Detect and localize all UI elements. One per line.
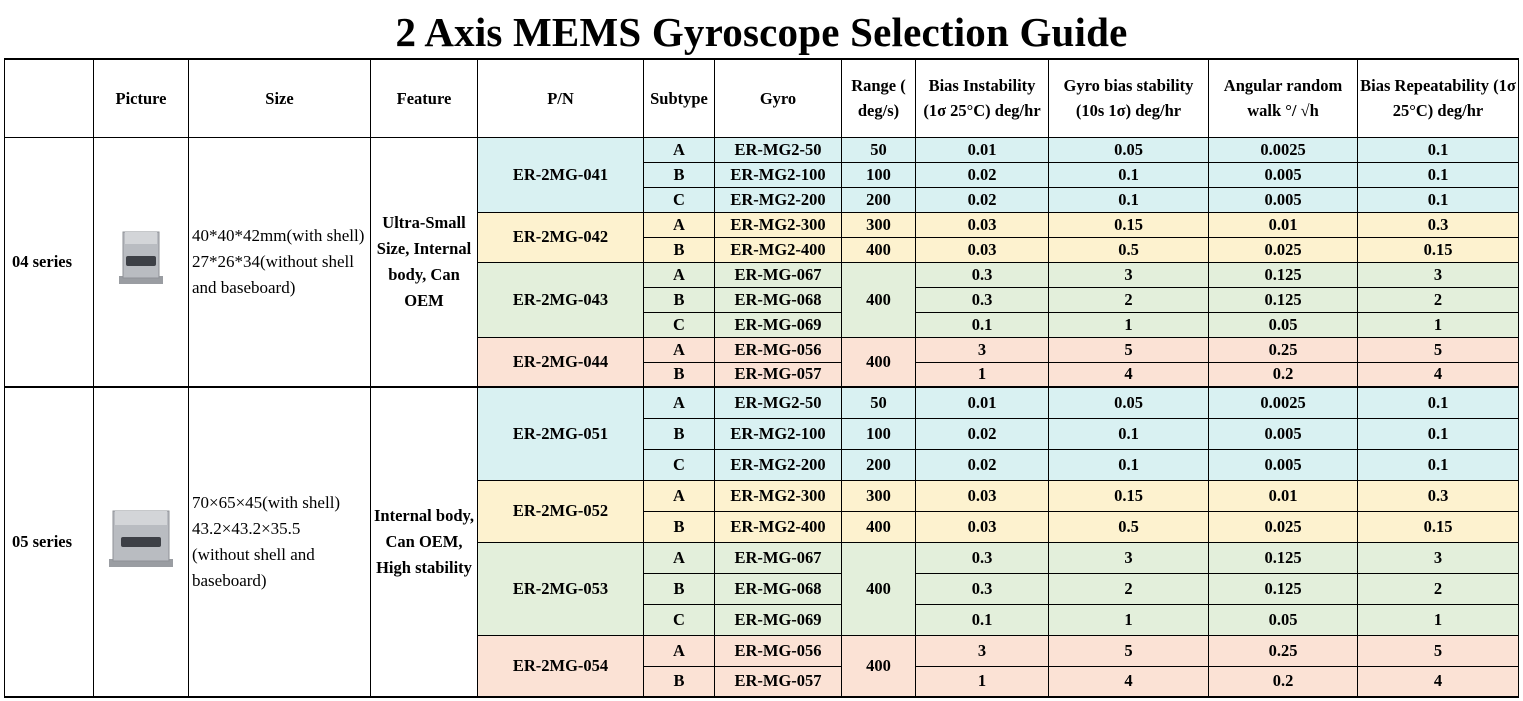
picture-cell bbox=[94, 387, 189, 697]
gyro-bias-stability-cell: 0.05 bbox=[1049, 387, 1209, 418]
angular-random-walk-cell: 0.025 bbox=[1209, 237, 1358, 262]
range-cell: 400 bbox=[842, 542, 916, 635]
header-picture: Picture bbox=[94, 59, 189, 137]
bias-instability-cell: 0.02 bbox=[916, 187, 1049, 212]
range-cell: 400 bbox=[842, 337, 916, 387]
bias-repeatability-cell: 5 bbox=[1358, 337, 1519, 362]
subtype-cell: C bbox=[644, 604, 715, 635]
gyro-cell: ER-MG2-300 bbox=[715, 212, 842, 237]
gyroscope-module-small-icon bbox=[119, 230, 163, 288]
bias-repeatability-cell: 0.3 bbox=[1358, 480, 1519, 511]
subtype-cell: B bbox=[644, 237, 715, 262]
gyro-cell: ER-MG-068 bbox=[715, 287, 842, 312]
gyro-bias-stability-cell: 5 bbox=[1049, 635, 1209, 666]
subtype-cell: B bbox=[644, 418, 715, 449]
subtype-cell: A bbox=[644, 137, 715, 162]
part-number: ER-2MG-044 bbox=[478, 337, 644, 387]
angular-random-walk-cell: 0.125 bbox=[1209, 287, 1358, 312]
subtype-cell: A bbox=[644, 337, 715, 362]
header-angular-random-walk: Angular random walk °/ √h bbox=[1209, 59, 1358, 137]
gyro-cell: ER-MG2-300 bbox=[715, 480, 842, 511]
header-subtype: Subtype bbox=[644, 59, 715, 137]
subtype-cell: C bbox=[644, 449, 715, 480]
angular-random-walk-cell: 0.125 bbox=[1209, 542, 1358, 573]
table-body bbox=[5, 137, 1519, 697]
gyro-bias-stability-cell: 1 bbox=[1049, 312, 1209, 337]
range-cell: 200 bbox=[842, 449, 916, 480]
gyro-cell: ER-MG-056 bbox=[715, 337, 842, 362]
gyro-cell: ER-MG2-100 bbox=[715, 418, 842, 449]
bias-instability-cell: 0.3 bbox=[916, 262, 1049, 287]
subtype-cell: A bbox=[644, 387, 715, 418]
header-size: Size bbox=[189, 59, 371, 137]
angular-random-walk-cell: 0.125 bbox=[1209, 573, 1358, 604]
angular-random-walk-cell: 0.01 bbox=[1209, 480, 1358, 511]
subtype-cell: A bbox=[644, 635, 715, 666]
gyro-bias-stability-cell: 0.1 bbox=[1049, 187, 1209, 212]
bias-repeatability-cell: 2 bbox=[1358, 287, 1519, 312]
bias-instability-cell: 0.02 bbox=[916, 162, 1049, 187]
subtype-cell: C bbox=[644, 187, 715, 212]
part-number: ER-2MG-041 bbox=[478, 137, 644, 212]
range-cell: 50 bbox=[842, 387, 916, 418]
bias-instability-cell: 0.02 bbox=[916, 449, 1049, 480]
angular-random-walk-cell: 0.25 bbox=[1209, 337, 1358, 362]
gyro-bias-stability-cell: 2 bbox=[1049, 573, 1209, 604]
part-number: ER-2MG-053 bbox=[478, 542, 644, 635]
bias-instability-cell: 0.3 bbox=[916, 542, 1049, 573]
gyro-bias-stability-cell: 0.5 bbox=[1049, 237, 1209, 262]
angular-random-walk-cell: 0.005 bbox=[1209, 418, 1358, 449]
series-name: 05 series bbox=[5, 387, 94, 697]
gyro-cell: ER-MG2-200 bbox=[715, 449, 842, 480]
table-row bbox=[5, 387, 1519, 418]
angular-random-walk-cell: 0.0025 bbox=[1209, 137, 1358, 162]
gyro-cell: ER-MG2-50 bbox=[715, 387, 842, 418]
gyro-cell: ER-MG-069 bbox=[715, 312, 842, 337]
bias-repeatability-cell: 0.1 bbox=[1358, 137, 1519, 162]
bias-repeatability-cell: 0.1 bbox=[1358, 387, 1519, 418]
bias-repeatability-cell: 4 bbox=[1358, 362, 1519, 387]
size-cell bbox=[189, 137, 371, 387]
gyro-cell: ER-MG-067 bbox=[715, 262, 842, 287]
page-title: 2 Axis MEMS Gyroscope Selection Guide bbox=[395, 9, 1128, 55]
range-cell: 50 bbox=[842, 137, 916, 162]
gyro-bias-stability-cell: 3 bbox=[1049, 542, 1209, 573]
bias-instability-cell: 0.3 bbox=[916, 287, 1049, 312]
size-line: (without shell and baseboard) bbox=[192, 545, 315, 590]
bias-repeatability-cell: 0.1 bbox=[1358, 162, 1519, 187]
bias-instability-cell: 0.03 bbox=[916, 212, 1049, 237]
bias-repeatability-cell: 0.1 bbox=[1358, 449, 1519, 480]
bias-repeatability-cell: 3 bbox=[1358, 262, 1519, 287]
header-bias-instability: Bias Instability (1σ 25°C) deg/hr bbox=[916, 59, 1049, 137]
bias-repeatability-cell: 1 bbox=[1358, 604, 1519, 635]
part-number: ER-2MG-052 bbox=[478, 480, 644, 542]
header-row bbox=[5, 59, 1519, 137]
bias-instability-cell: 0.1 bbox=[916, 604, 1049, 635]
header-bias-repeatability: Bias Repeatability (1σ 25°C) deg/hr bbox=[1358, 59, 1519, 137]
gyro-cell: ER-MG2-50 bbox=[715, 137, 842, 162]
gyro-bias-stability-cell: 0.15 bbox=[1049, 480, 1209, 511]
gyro-cell: ER-MG-057 bbox=[715, 362, 842, 387]
bias-repeatability-cell: 3 bbox=[1358, 542, 1519, 573]
range-cell: 300 bbox=[842, 480, 916, 511]
header-gyro: Gyro bbox=[715, 59, 842, 137]
bias-repeatability-cell: 0.1 bbox=[1358, 418, 1519, 449]
subtype-cell: A bbox=[644, 542, 715, 573]
bias-instability-cell: 0.03 bbox=[916, 511, 1049, 542]
subtype-cell: B bbox=[644, 287, 715, 312]
bias-repeatability-cell: 4 bbox=[1358, 666, 1519, 697]
bias-instability-cell: 0.1 bbox=[916, 312, 1049, 337]
size-cell bbox=[189, 387, 371, 697]
gyro-cell: ER-MG-056 bbox=[715, 635, 842, 666]
subtype-cell: A bbox=[644, 262, 715, 287]
subtype-cell: B bbox=[644, 162, 715, 187]
bias-repeatability-cell: 0.1 bbox=[1358, 187, 1519, 212]
gyro-bias-stability-cell: 0.1 bbox=[1049, 418, 1209, 449]
range-cell: 200 bbox=[842, 187, 916, 212]
gyro-bias-stability-cell: 0.1 bbox=[1049, 449, 1209, 480]
bias-repeatability-cell: 2 bbox=[1358, 573, 1519, 604]
gyro-cell: ER-MG-067 bbox=[715, 542, 842, 573]
subtype-cell: A bbox=[644, 212, 715, 237]
gyro-bias-stability-cell: 0.15 bbox=[1049, 212, 1209, 237]
header-series bbox=[5, 59, 94, 137]
gyro-bias-stability-cell: 1 bbox=[1049, 604, 1209, 635]
subtype-cell: B bbox=[644, 362, 715, 387]
size-line: 27*26*34(without shell and baseboard) bbox=[192, 251, 354, 297]
bias-repeatability-cell: 5 bbox=[1358, 635, 1519, 666]
angular-random-walk-cell: 0.005 bbox=[1209, 449, 1358, 480]
bias-instability-cell: 0.3 bbox=[916, 573, 1049, 604]
feature-cell: Ultra-Small Size, Internal body, Can OEM bbox=[371, 137, 478, 387]
gyro-bias-stability-cell: 5 bbox=[1049, 337, 1209, 362]
gyro-bias-stability-cell: 0.05 bbox=[1049, 137, 1209, 162]
gyro-cell: ER-MG-069 bbox=[715, 604, 842, 635]
angular-random-walk-cell: 0.01 bbox=[1209, 212, 1358, 237]
subtype-cell: C bbox=[644, 312, 715, 337]
gyro-cell: ER-MG2-400 bbox=[715, 511, 842, 542]
size-line: 43.2×43.2×35.5 bbox=[192, 519, 301, 538]
part-number: ER-2MG-051 bbox=[478, 387, 644, 480]
table-row bbox=[5, 137, 1519, 162]
angular-random-walk-cell: 0.0025 bbox=[1209, 387, 1358, 418]
gyro-cell: ER-MG2-400 bbox=[715, 237, 842, 262]
feature-cell: Internal body, Can OEM, High stability bbox=[371, 387, 478, 697]
bias-instability-cell: 3 bbox=[916, 635, 1049, 666]
gyro-cell: ER-MG2-200 bbox=[715, 187, 842, 212]
range-cell: 400 bbox=[842, 262, 916, 337]
range-cell: 100 bbox=[842, 418, 916, 449]
angular-random-walk-cell: 0.2 bbox=[1209, 362, 1358, 387]
range-cell: 100 bbox=[842, 162, 916, 187]
bias-instability-cell: 0.01 bbox=[916, 387, 1049, 418]
subtype-cell: B bbox=[644, 573, 715, 604]
selection-table bbox=[4, 58, 1519, 698]
series-name: 04 series bbox=[5, 137, 94, 387]
bias-instability-cell: 1 bbox=[916, 666, 1049, 697]
angular-random-walk-cell: 0.005 bbox=[1209, 187, 1358, 212]
range-cell: 400 bbox=[842, 237, 916, 262]
header-feature: Feature bbox=[371, 59, 478, 137]
gyro-bias-stability-cell: 4 bbox=[1049, 666, 1209, 697]
picture-cell bbox=[94, 137, 189, 387]
bias-repeatability-cell: 0.3 bbox=[1358, 212, 1519, 237]
gyro-bias-stability-cell: 0.1 bbox=[1049, 162, 1209, 187]
gyroscope-module-large-icon bbox=[109, 509, 173, 571]
header-pn: P/N bbox=[478, 59, 644, 137]
bias-repeatability-cell: 0.15 bbox=[1358, 511, 1519, 542]
part-number: ER-2MG-043 bbox=[478, 262, 644, 337]
range-cell: 400 bbox=[842, 635, 916, 697]
part-number: ER-2MG-054 bbox=[478, 635, 644, 697]
bias-instability-cell: 1 bbox=[916, 362, 1049, 387]
angular-random-walk-cell: 0.05 bbox=[1209, 312, 1358, 337]
bias-repeatability-cell: 1 bbox=[1358, 312, 1519, 337]
subtype-cell: B bbox=[644, 666, 715, 697]
bias-instability-cell: 0.01 bbox=[916, 137, 1049, 162]
subtype-cell: B bbox=[644, 511, 715, 542]
range-cell: 300 bbox=[842, 212, 916, 237]
header-gyro-bias-stability: Gyro bias stability (10s 1σ) deg/hr bbox=[1049, 59, 1209, 137]
angular-random-walk-cell: 0.2 bbox=[1209, 666, 1358, 697]
angular-random-walk-cell: 0.125 bbox=[1209, 262, 1358, 287]
bias-instability-cell: 0.03 bbox=[916, 480, 1049, 511]
range-cell: 400 bbox=[842, 511, 916, 542]
angular-random-walk-cell: 0.05 bbox=[1209, 604, 1358, 635]
angular-random-walk-cell: 0.025 bbox=[1209, 511, 1358, 542]
gyro-bias-stability-cell: 0.5 bbox=[1049, 511, 1209, 542]
angular-random-walk-cell: 0.005 bbox=[1209, 162, 1358, 187]
subtype-cell: A bbox=[644, 480, 715, 511]
bias-repeatability-cell: 0.15 bbox=[1358, 237, 1519, 262]
part-number: ER-2MG-042 bbox=[478, 212, 644, 262]
size-line: 40*40*42mm(with shell) bbox=[192, 225, 365, 245]
size-line: 70×65×45(with shell) bbox=[192, 493, 341, 512]
bias-instability-cell: 0.02 bbox=[916, 418, 1049, 449]
gyro-cell: ER-MG2-100 bbox=[715, 162, 842, 187]
gyro-bias-stability-cell: 4 bbox=[1049, 362, 1209, 387]
bias-instability-cell: 3 bbox=[916, 337, 1049, 362]
bias-instability-cell: 0.03 bbox=[916, 237, 1049, 262]
gyro-bias-stability-cell: 3 bbox=[1049, 262, 1209, 287]
gyro-bias-stability-cell: 2 bbox=[1049, 287, 1209, 312]
angular-random-walk-cell: 0.25 bbox=[1209, 635, 1358, 666]
gyro-cell: ER-MG-068 bbox=[715, 573, 842, 604]
gyro-cell: ER-MG-057 bbox=[715, 666, 842, 697]
header-range: Range ( deg/s) bbox=[842, 59, 916, 137]
